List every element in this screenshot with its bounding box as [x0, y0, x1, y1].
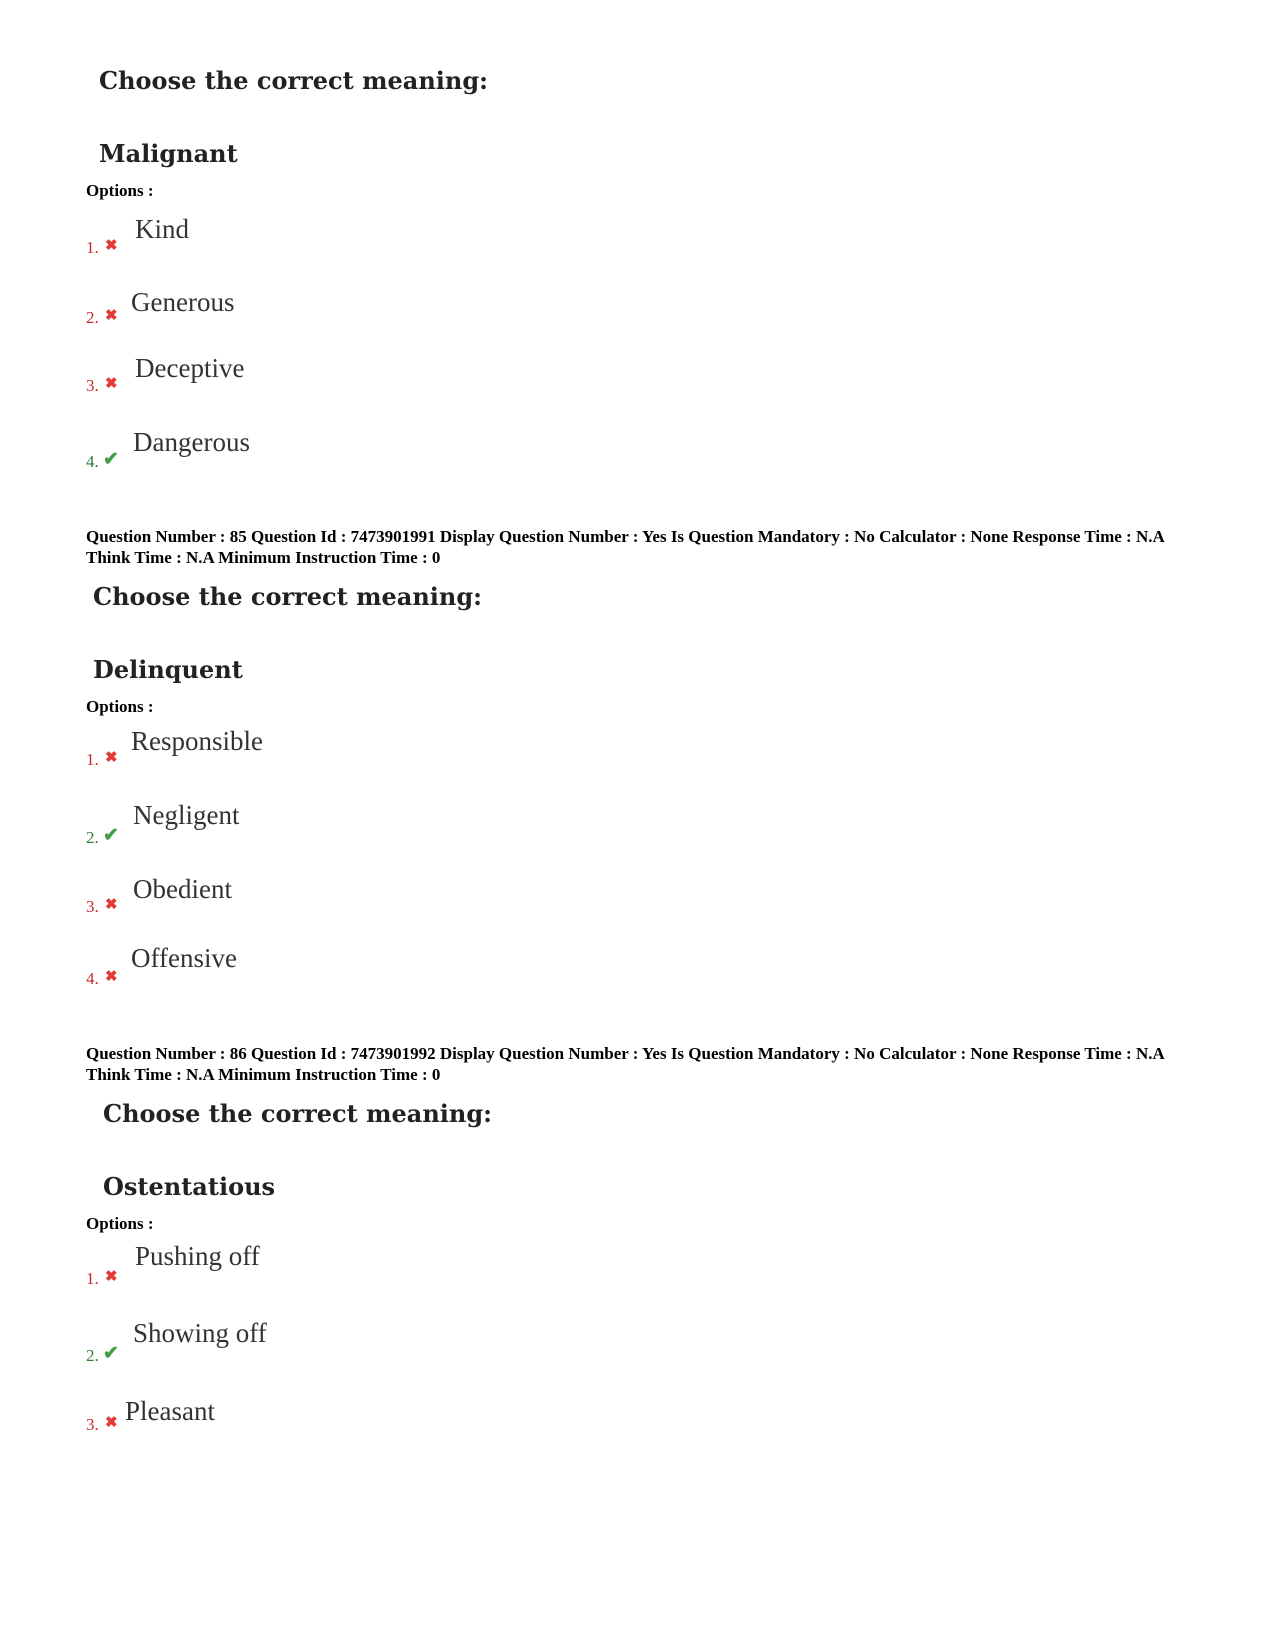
option-number: 2. — [86, 1346, 99, 1365]
option-number: 4. — [86, 969, 99, 988]
option-text: Negligent — [133, 800, 240, 830]
option-text: Showing off — [133, 1318, 267, 1348]
question-word: Delinquent — [93, 655, 243, 684]
question-meta: Question Number : 86 Question Id : 7473901992 Display Question Number : Yes Is Question Mandatory : No Calculator : None Response Time : N.A Think Time : N.A Minimum Instruction Time : 0 — [86, 1044, 1164, 1084]
option-number: 1. — [86, 238, 99, 257]
option-text: Deceptive — [135, 353, 245, 383]
option-number: 3. — [86, 897, 99, 916]
question-meta: Question Number : 85 Question Id : 7473901991 Display Question Number : Yes Is Question Mandatory : No Calculator : None Response Time : N.A Think Time : N.A Minimum Instruction Time : 0 — [86, 527, 1164, 567]
cross-mark-icon: ✖ — [105, 376, 118, 392]
option-number: 4. — [86, 452, 99, 471]
cross-mark-icon: ✖ — [105, 750, 118, 766]
cross-mark-icon: ✖ — [105, 308, 118, 324]
option-number: 2. — [86, 828, 99, 847]
check-mark-icon: ✔ — [103, 449, 119, 470]
option-number: 3. — [86, 1415, 99, 1434]
option-text: Obedient — [133, 874, 232, 904]
cross-mark-icon: ✖ — [105, 969, 118, 985]
cross-mark-icon: ✖ — [105, 1269, 118, 1285]
check-mark-icon: ✔ — [103, 1343, 119, 1364]
option-text: Responsible — [131, 726, 263, 756]
option-text: Generous — [131, 287, 235, 317]
cross-mark-icon: ✖ — [105, 238, 118, 254]
option-number: 3. — [86, 376, 99, 395]
question-word: Ostentatious — [103, 1172, 276, 1201]
check-mark-icon: ✔ — [103, 825, 119, 846]
options-label: Options : — [86, 1214, 154, 1233]
options-label: Options : — [86, 181, 154, 200]
option-number: 2. — [86, 308, 99, 327]
option-text: Kind — [135, 214, 189, 244]
option-text: Pushing off — [135, 1241, 260, 1271]
options-label: Options : — [86, 697, 154, 716]
question-prompt: Choose the correct meaning: — [103, 1099, 492, 1128]
cross-mark-icon: ✖ — [105, 897, 118, 913]
option-number: 1. — [86, 750, 99, 769]
question-prompt: Choose the correct meaning: — [93, 582, 482, 611]
question-prompt: Choose the correct meaning: — [99, 66, 488, 95]
option-number: 1. — [86, 1269, 99, 1288]
option-text: Pleasant — [125, 1396, 215, 1426]
option-text: Dangerous — [133, 427, 250, 457]
question-word: Malignant — [99, 139, 238, 168]
cross-mark-icon: ✖ — [105, 1415, 118, 1431]
option-text: Offensive — [131, 943, 237, 973]
